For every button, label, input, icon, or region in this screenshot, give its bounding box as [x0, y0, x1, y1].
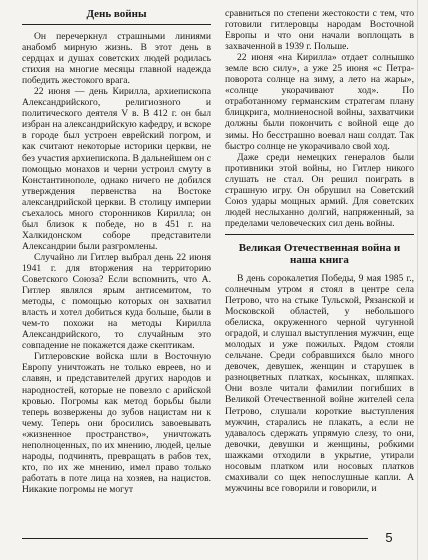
paragraph: 22 июня — день Кирилла, архиепископа Александрийского, религиозного и политического деятеля V в. В 412 г. он был избран на александрийскую кафедру, и вскоре в городе был устроен еврейский погром, и как считают некоторые историки церкви, не без участия архиепископа. В дальнейшем он с помощью монахов и черни устроил смуту в Константинополе, однако ничего не добился утверждения первенства на Востоке александрийской церкви. В столицу империи съехалось много сторонников Кирилла; он был близок к победе, но в 451 г. на Халкидонском соборе представители Александрии были разгромлены. [22, 86, 211, 252]
footer-rule [22, 538, 368, 539]
paragraph: 22 июня «на Кирилла» отдает солнышко земле всю силу», а уже 25 июня «с Петра-поворота солнце на зиму, а лето на жары», «солнце укорачивают ход». По отработанному германским стратегам плану блицкрига, молниеносной войны, захватчики должны были покончить с войной еще до зимы. Но бесстрашно воевал наш солдат. Так быстро солнце не укорачивало свой ход. [225, 52, 414, 152]
right-column [225, 8, 414, 494]
page-number: 5 [385, 530, 393, 545]
section-heading-great-patriotic-war: Великая Отечественная война и наша книга [238, 241, 401, 266]
paragraph: Даже среди немецких генералов были противники этой войны, но Гитлер никого слушать не стал. Он решил поиграть в страшную игру. Он обрушил на Советский Союз удары мощных армий. Для советских людей неслыханно долгий, напряженный, за пределами человеческих сил день войны. [225, 151, 414, 229]
page-edge-line [417, 0, 418, 560]
paragraph: В день сорокалетия Победы, 9 мая 1985 г., солнечным утром я стоял в центре села Петрово, что на стыке Тульской, Рязанской и Московской областей, у небольшого обелиска, окруженного черной чугунной оградой, и слушал выступления мужчин, еще молодых и уже пожилых. Рядом стояли сельчане. Среди собравшихся было много девочек, девушек, женщин и старушек в разноцветных платках, косынках, шляпках. Они возле читали фамилии погибших в Великой Отечественной войне жителей села Петрово, слушали короткие выступления мужчин, старались не плакать, а если не удавалось сдержать упрямую слезу, то они, девочки, девушки и женщины, робкими шажками отходили в укрытие, утирали носовым платком или носовых платков смахивали со щек непослушные капли. А мужчины все говорили и говорили, и [225, 272, 414, 494]
paragraph: Он перечеркнул страшными линиями анабомб мирную жизнь. В этот день в сердцах и душах советских людей родилась стихия на многие месяцы главной надежда победить жестокого врага. [22, 31, 211, 87]
paragraph: Гитлеровские войска шли в Восточную Европу уничтожать не только евреев, но и славян, и представителей других народов и народностей, которые не повезло с арийской кровью. Погромы как метод борьбы были теперь возвержены до зубов нацистам ни к чему. Теперь они бросились завоевывать «жизненное пространство», уничтожать неполноценных, по их мнению, людей, целые народы, подчинять, превращать в рабов тех, кто, по их же мнению, имел право только работать в поте лица на хозяев, на нацистов. Никакие погромы не могут [22, 351, 211, 495]
left-column [22, 8, 211, 495]
paragraph: Случайно ли Гитлер выбрал день 22 июня 1941 г. для вторжения на территорию Советского Союза? Если вспомнить, что А. Гитлер являлся ярым антисемитом, то методы, с помощью которых он захватил власть и хотел добиться куда больше, были в чем-то похожи на методы Кирилла Александрийского, то случайным это совпадение не покажется даже скептикам. [22, 251, 211, 352]
paragraph: сравниться по степени жестокости с тем, что готовили гитлеровцы народам Восточной Европы и что они начали воплощать в захваченной в 1939 г. Польше. [225, 8, 414, 53]
section-heading-day-of-war: День войны [22, 8, 211, 25]
section-heading-container [225, 234, 414, 266]
